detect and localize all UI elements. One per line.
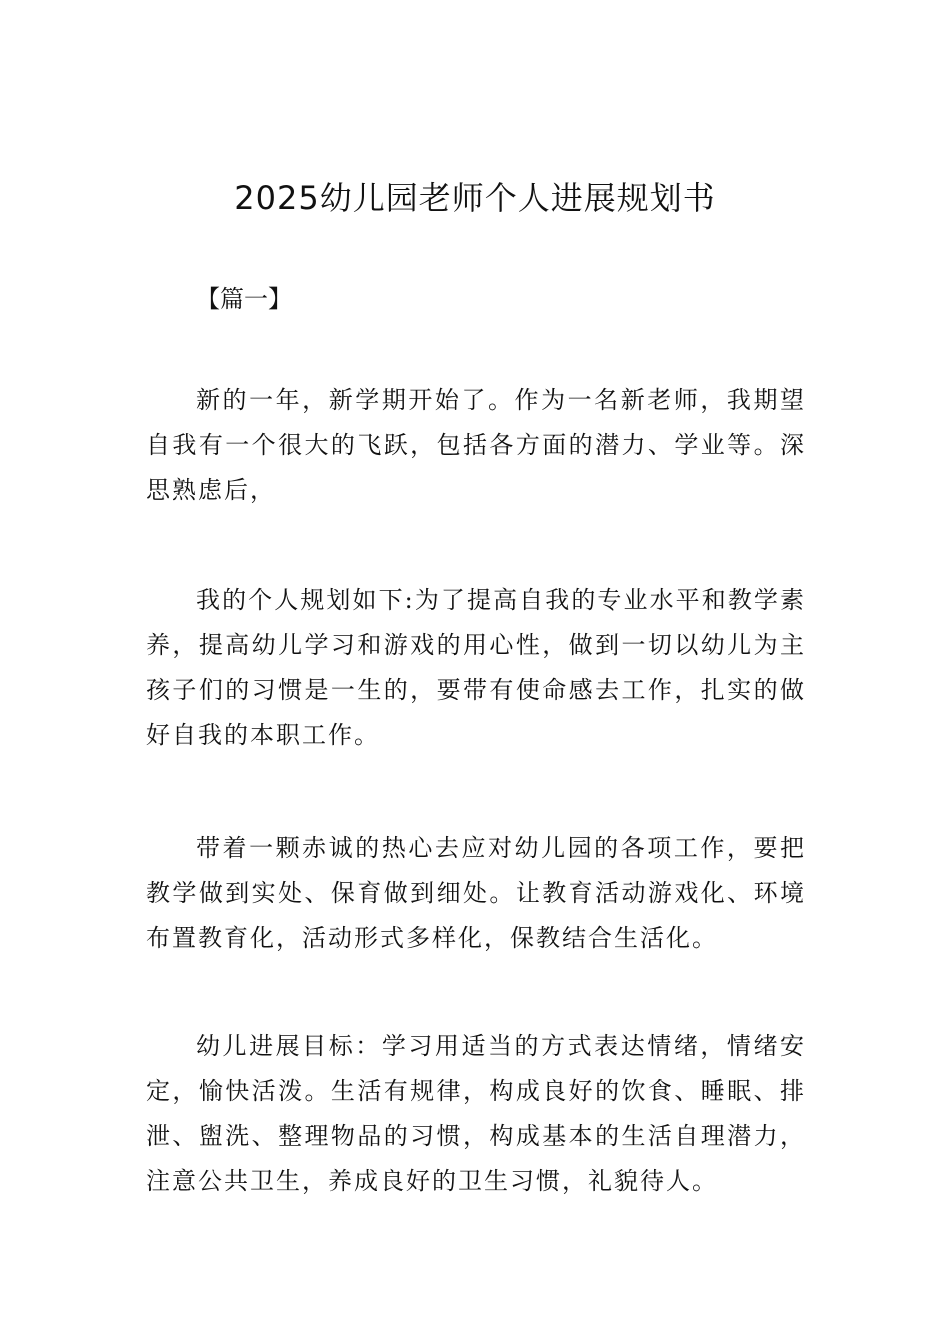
document-title: 2025幼儿园老师个人进展规划书 [234,179,716,217]
paragraph: 幼儿进展目标：学习用适当的方式表达情绪，情绪安定，愉快活泼。生活有规律，构成良好的饮食、睡眠、排泄、盥洗、整理物品的习惯，构成基本的生活自理潜力，注意公共卫生，养成良好的卫生习惯，礼貌待人。 [146,1032,806,1195]
paragraph: 带着一颗赤诚的热心去应对幼儿园的各项工作，要把教学做到实处、保育做到细处。让教育活动游戏化、环境布置教育化，活动形式多样化，保教结合生活化。 [146,834,806,952]
section-label: 【篇一】 [196,285,292,313]
paragraph: 我的个人规划如下:为了提高自我的专业水平和教学素养，提高幼儿学习和游戏的用心性，做到一切以幼儿为主孩子们的习惯是一生的，要带有使命感去工作，扎实的做好自我的本职工作。 [146,586,806,749]
paragraph: 新的一年，新学期开始了。作为一名新老师，我期望自我有一个很大的飞跃，包括各方面的潜力、学业等。深思熟虑后， [146,386,806,504]
